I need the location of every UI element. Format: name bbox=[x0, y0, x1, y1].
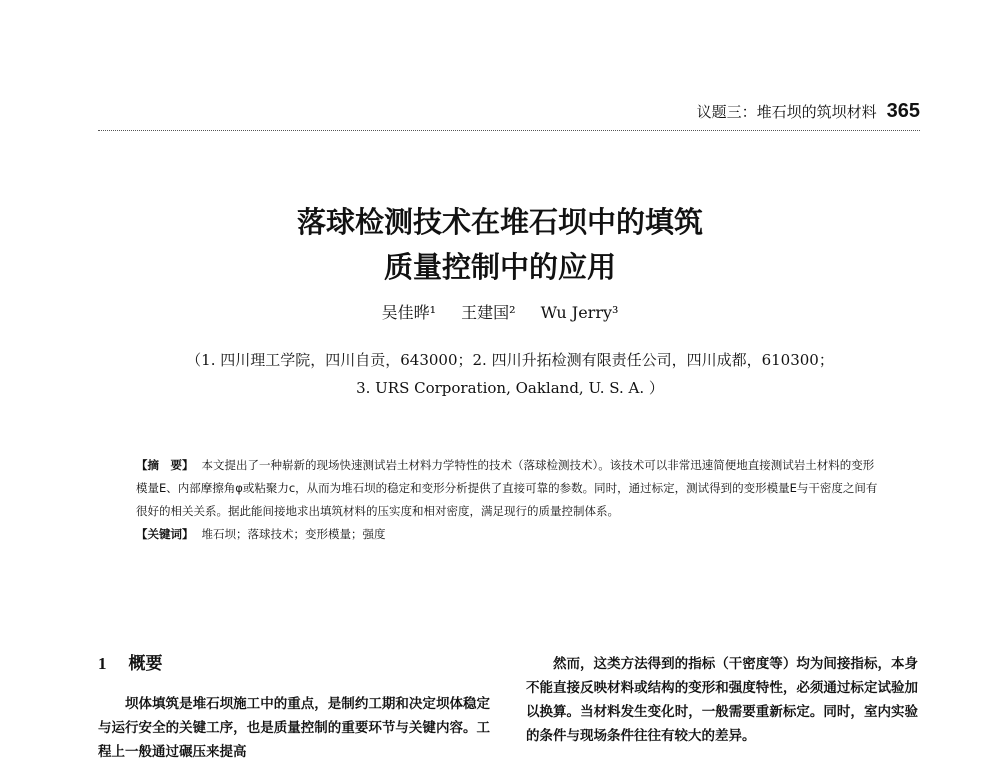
affiliation-line-1: （1. 四川理工学院，四川自贡，643000；2. 四川升拓检测有限责任公司，四川成都，610300； bbox=[186, 351, 834, 369]
title-line-2: 质量控制中的应用 bbox=[383, 250, 616, 284]
header-title: 议题三：堆石坝的筑坝材料 bbox=[696, 103, 877, 121]
left-paragraph: 坝体填筑是堆石坝施工中的重点，是制约工期和决定坝体稳定与运行安全的关键工序，也是质量控制的重要环节与关键内容。工程上一般通过碾压来提高 bbox=[98, 696, 490, 760]
abstract bbox=[136, 454, 882, 523]
keywords-label: 【关键词】 bbox=[136, 527, 194, 541]
author-3: Wu Jerry³ bbox=[540, 303, 619, 322]
author-2: 王建国² bbox=[461, 303, 516, 322]
abstract-label: 【摘 要】 bbox=[136, 458, 194, 472]
paper-title bbox=[0, 200, 1000, 290]
page-number: 365 bbox=[886, 100, 920, 122]
keywords bbox=[136, 523, 882, 546]
title-line-1: 落球检测技术在堆石坝中的填筑 bbox=[296, 205, 703, 239]
section-number: 1 bbox=[98, 654, 107, 673]
abstract-text: 本文提出了一种崭新的现场快速测试岩土材料力学特性的技术（落球检测技术）。该技术可以非常迅速简便地直接测试岩土材料的变形模量E、内部摩擦角φ或粘聚力c，从而为堆石坝的稳定和变形分析提供了直接可靠的参数。同时，通过标定，测试得到的变形模量E与干密度之间有很好的相关关系。据此能间接地求出填筑材料的压实度和相对密度，满足现行的质量控制体系。 bbox=[136, 458, 878, 518]
affiliations bbox=[98, 346, 922, 402]
running-header bbox=[98, 100, 920, 131]
keywords-text: 堆石坝；落球技术；变形模量；强度 bbox=[201, 527, 386, 541]
affiliation-line-2: 3. URS Corporation, Oakland, U. S. A. ） bbox=[356, 379, 664, 397]
section-heading bbox=[98, 652, 490, 676]
section-title: 概要 bbox=[128, 654, 163, 674]
left-column bbox=[98, 652, 490, 764]
author-1: 吴佳晔¹ bbox=[381, 303, 436, 322]
right-column bbox=[526, 652, 918, 748]
abstract-block bbox=[136, 454, 882, 546]
right-paragraph: 然而，这类方法得到的指标（干密度等）均为间接指标，本身不能直接反映材料或结构的变形和强度特性，必须通过标定试验加以换算。当材料发生变化时，一般需要重新标定。同时，室内实验的条件与现场条件往往有较大的差异。 bbox=[526, 656, 918, 744]
author-list bbox=[0, 300, 1000, 323]
